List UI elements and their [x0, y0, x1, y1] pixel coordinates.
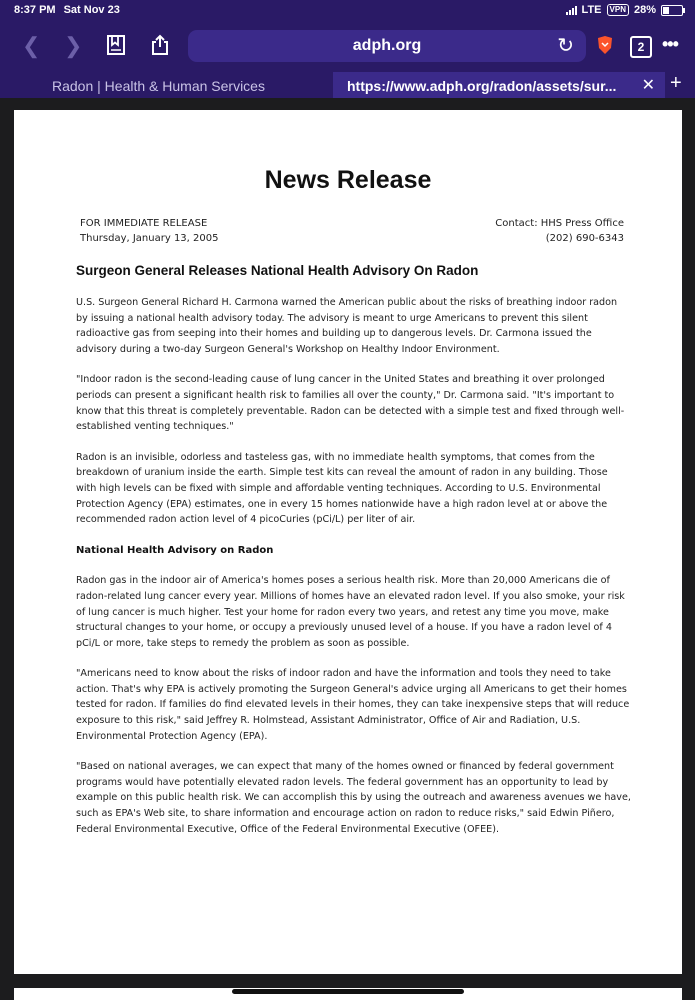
- paragraph: Radon gas in the indoor air of America's homes poses a serious health risk. More than 20,000 Americans die of radon-related lung cancer every year. Millions of homes have an elevated radon level. If you also smoke, your risk of lung cancer is much higher. Test your home for radon every two years, and retest any time you move, make structural changes to your home, or occupy a previously unused level of a house. If you have a radon level of 4 pCi/L or more, take steps to remedy the problem as soon as possible.: [76, 575, 625, 649]
- tab-title: https://www.adph.org/radon/assets/sur...: [347, 78, 617, 94]
- forward-icon[interactable]: ❯: [64, 33, 83, 58]
- subheading: National Health Advisory on Radon: [76, 544, 274, 556]
- contact-label: Contact: HHS Press Office: [495, 218, 624, 229]
- clock: 8:37 PM: [14, 4, 56, 16]
- battery-percent: 28%: [633, 4, 656, 16]
- paragraph: U.S. Surgeon General Richard H. Carmona warned the American public about the risks of breathing indoor radon by issuing a national health advisory today. The advisory is meant to urge Americans to prevent this silent radioactive gas from seeping into their homes and building up to dangerous levels. Dr. Carmona issued the advisory during a two-day Surgeon General's Workshop on Healthy Indoor Environment.: [76, 297, 618, 355]
- brave-glyph: [596, 35, 614, 55]
- release-date: Thursday, January 13, 2005: [80, 233, 219, 244]
- cellular-signal-icon: [566, 6, 577, 15]
- new-tab-icon[interactable]: +: [670, 72, 682, 94]
- share-icon[interactable]: [150, 34, 170, 62]
- network-type: LTE: [581, 4, 602, 16]
- paragraph: Radon is an invisible, odorless and tasteless gas, with no immediate health symptoms, that comes from the breakdown of uranium inside the earth. Simple test kits can reveal the amount of radon in any building. Those with high levels can be fixed with simple and affordable venting techniques. According to U.S. Environmental Protection Agency (EPA) estimates, one in every 15 homes nationwide have a high radon level at or above the recommended radon action level of 4 picoCuries (pCi/L) per liter of air.: [76, 451, 608, 526]
- pdf-page: [14, 110, 682, 974]
- status-date: Sat Nov 23: [63, 4, 120, 16]
- status-bar: [0, 0, 695, 22]
- tab-title: Radon | Health & Human Services: [52, 78, 265, 94]
- tab-radon-health[interactable]: [0, 72, 332, 98]
- tab-count-button[interactable]: 2: [630, 36, 652, 58]
- back-icon[interactable]: ❮: [22, 33, 41, 58]
- contact-phone: (202) 690-6343: [545, 233, 624, 244]
- release-info: [80, 216, 218, 246]
- page-title: News Release: [264, 166, 432, 194]
- release-label: FOR IMMEDIATE RELEASE: [80, 218, 208, 229]
- paragraph: "Based on national averages, we can expect that many of the homes owned or financed by federal government programs would have potentially elevated radon levels. The federal government has an opportunity to lead by example on this public health risk. We can accomplish this by using the outreach and awareness avenues we have, such as EPA's Web site, to share information and encourage action on radon to reduce risks," said Edwin Piñero, Federal Environmental Executive, Office of the Federal Environmental Executive (OFEE).: [76, 761, 631, 835]
- headline: Surgeon General Releases National Health Advisory On Radon: [76, 263, 479, 278]
- status-time: [14, 4, 120, 16]
- share-glyph: [150, 34, 170, 56]
- address-bar[interactable]: [188, 30, 586, 62]
- status-indicators: [566, 4, 683, 16]
- contact-info: [495, 216, 624, 246]
- bookmarks-glyph: [106, 34, 126, 56]
- paragraph: "Indoor radon is the second-leading cause of lung cancer in the United States and breathing it over prolonged periods can present a significant health risk to families all over the county," Dr. Carmona said. "It's important to know that this threat is completely preventable. Radon can be detected with a simple test and fixed through well-established venting techniques.": [76, 374, 625, 433]
- browser-toolbar: [0, 22, 695, 68]
- more-icon[interactable]: •••: [662, 34, 678, 54]
- home-indicator[interactable]: [232, 989, 464, 994]
- bookmarks-icon[interactable]: [106, 34, 126, 62]
- address-text[interactable]: adph.org: [352, 37, 422, 54]
- tab-strip: [0, 68, 695, 98]
- brave-shield-icon[interactable]: [596, 35, 614, 61]
- battery-fill: [663, 7, 669, 14]
- paragraph: "Americans need to know about the risks of indoor radon and have the information and tools they need to take action. That's why EPA is actively promoting the Surgeon General's advice urging all Americans to get their homes tested for radon. If families do find elevated levels in their homes, they can take inexpensive steps that will reduce exposure to this risk," said Jeffrey R. Holmstead, Assistant Administrator, Office of Air and Radiation, U.S. Environmental Protection Agency (EPA).: [76, 668, 630, 742]
- tab-pdf-document[interactable]: [333, 72, 665, 98]
- reload-icon[interactable]: ↻: [557, 35, 574, 57]
- vpn-badge: VPN: [607, 4, 629, 16]
- battery-icon: [661, 5, 683, 16]
- close-icon[interactable]: ✕: [641, 77, 655, 94]
- body-text: [76, 295, 631, 852]
